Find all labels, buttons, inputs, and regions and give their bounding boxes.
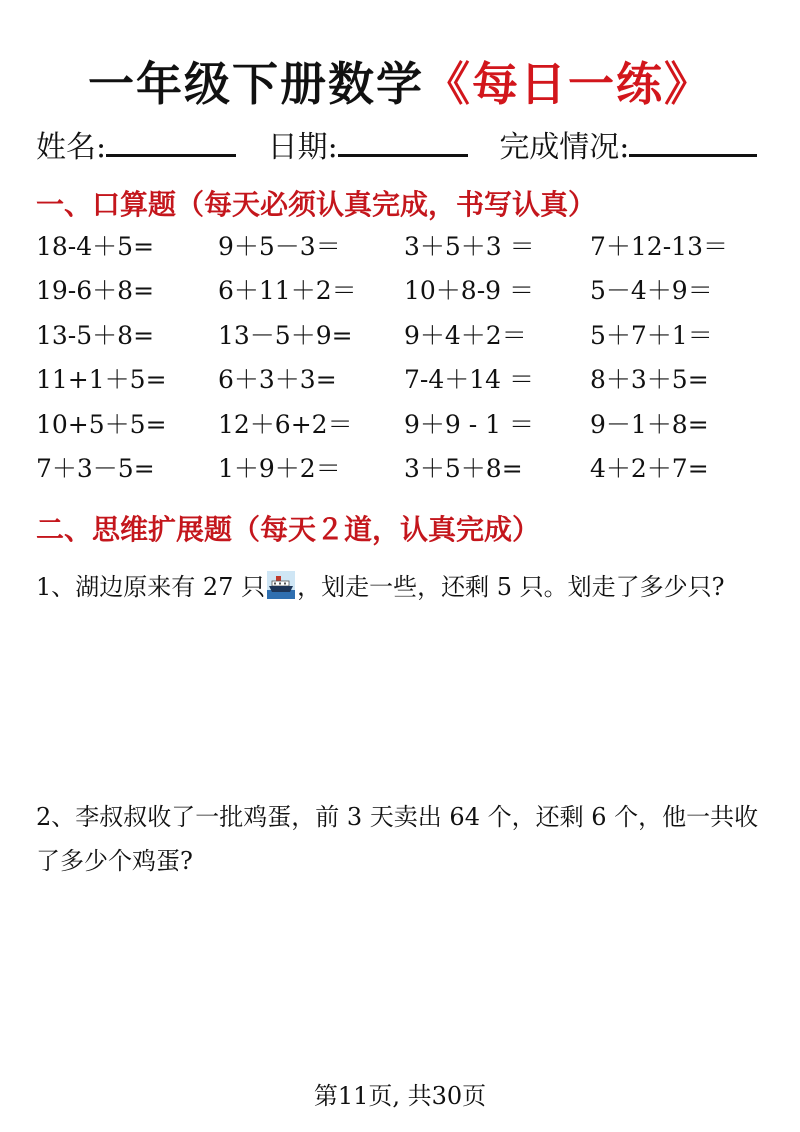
math-problem: 4＋2＋7=: [590, 453, 709, 483]
problem1-after: ，划走一些，还剩 5 只。划走了多少只?: [297, 573, 725, 601]
completion-label: 完成情况:: [499, 130, 630, 165]
math-problem: 13－5＋9=: [218, 320, 353, 350]
math-problem: 3＋5＋3 ＝: [404, 232, 535, 261]
math-problem: 1＋9＋2＝: [218, 453, 341, 483]
math-problem: 5＋7＋1＝: [590, 320, 713, 350]
math-problem: 8＋3＋5=: [590, 365, 709, 395]
math-problem: 13-5＋8=: [36, 320, 155, 350]
math-problem: 10＋8-9 ＝: [404, 276, 535, 306]
word-problem-1: [36, 565, 770, 609]
page-number: 第11页, 共30页: [313, 1082, 487, 1110]
date-label: 日期:: [267, 130, 338, 165]
completion-field: [499, 122, 757, 166]
title-accent: 《每日一练》: [424, 57, 712, 111]
problem1-before: 1、湖边原来有 27 只: [36, 573, 266, 601]
math-problem: 6＋3＋3=: [218, 365, 337, 395]
math-problem: 7-4＋14 ＝: [404, 365, 535, 395]
math-problem: 3＋5＋8=: [404, 453, 523, 483]
name-field: [36, 122, 236, 166]
student-info-row: [36, 122, 776, 166]
math-problem: 19-6＋8=: [36, 276, 155, 306]
math-problem: 9－1＋8=: [590, 409, 709, 439]
math-problem: 7＋12-13＝: [590, 232, 728, 261]
title-main: 一年级下册数学: [88, 57, 424, 111]
worksheet-title: [0, 48, 800, 114]
ship-icon: [267, 571, 295, 599]
section2-heading: 二、思维扩展题（每天２道，认真完成）: [36, 513, 541, 546]
math-problem: 9＋9 - 1 ＝: [404, 409, 535, 439]
math-problem: 18-4＋5=: [36, 232, 155, 261]
math-problem: 6＋11＋2＝: [218, 276, 357, 306]
completion-blank: [629, 130, 757, 157]
math-problem: 5－4＋9＝: [590, 276, 713, 306]
name-blank: [106, 130, 236, 157]
math-problem: 12＋6+2＝: [218, 409, 353, 439]
math-problem: 10+5＋5=: [36, 409, 167, 439]
word-problem-2: 2、李叔叔收了一批鸡蛋，前 3 天卖出 64 个，还剩 6 个，他一共收了多少个鸡蛋?: [36, 803, 759, 875]
section1-heading: 一、口算题（每天必须认真完成，书写认真）: [36, 188, 597, 221]
math-problem: 11+1＋5=: [36, 365, 167, 395]
name-label: 姓名:: [36, 130, 107, 165]
date-field: [268, 122, 468, 166]
math-problem: 9＋5－3＝: [218, 232, 341, 261]
math-problem: 7＋3－5=: [36, 453, 155, 483]
math-problem: 9＋4＋2＝: [404, 320, 527, 350]
date-blank: [338, 130, 468, 157]
mental-math-grid: [36, 232, 776, 498]
